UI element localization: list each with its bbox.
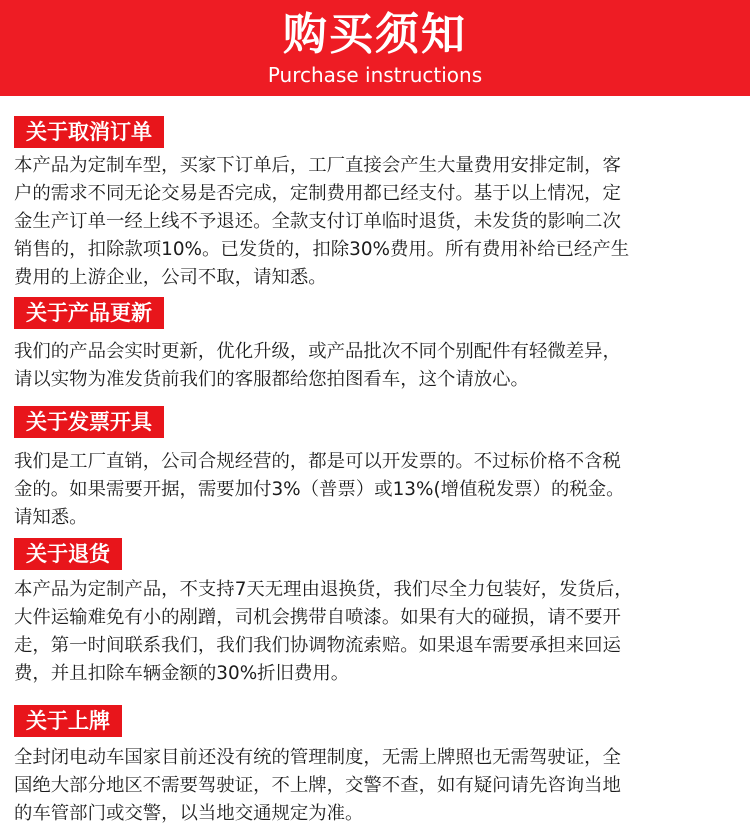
section-body-registration: 全封闭电动车国家目前还没有统的管理制度，无需上牌照也无需驾驶证，全 国绝大部分地区不需要驾驶证，不上牌，交警不查，如有疑问请先咨询当地 的车管部门或交警，以当地交通规定为准。 [14, 747, 621, 824]
page-subtitle: Purchase instructions [267, 63, 483, 87]
section-body-invoice: 我们是工厂直销，公司合规经营的，都是可以开发票的。不过标价格不含税 金的。如果需要开据，需要加付3%（普票）或13%(增值税发票）的税金。 请知悉。 [14, 451, 625, 528]
page-title: 购买须知 [283, 9, 467, 60]
section-heading-invoice: 关于发票开具 [14, 406, 164, 438]
section-heading-product-update: 关于产品更新 [14, 297, 164, 329]
header-banner [0, 0, 750, 96]
section-body-cancel-order: 本产品为定制车型，买家下订单后，工厂直接会产生大量费用安排定制，客 户的需求不同无论交易是否完成，定制费用都已经支付。基于以上情况，定 金生产订单一经上线不予退还。全款支付订单临时退货，未发货的影响二次 销售的，扣除款项10%。已发货的，扣除30%费用。所有费用补给已经产生 费用的上游企业，公司不取，请知悉。 [14, 155, 630, 288]
section-heading-registration: 关于上牌 [14, 705, 122, 737]
section-body-returns: 本产品为定制产品，不支持7天无理由退换货，我们尽全力包装好，发货后， 大件运输难免有小的剐蹭，司机会携带自喷漆。如果有大的碰损，请不要开 走，第一时间联系我们，我们我们协调物流索赔。如果退车需要承担来回运 费，并且扣除车辆金额的30%折旧费用。 [14, 579, 633, 684]
section-heading-cancel-order: 关于取消订单 [14, 116, 164, 148]
section-heading-returns: 关于退货 [14, 538, 122, 570]
section-body-product-update: 我们的产品会实时更新，优化升级，或产品批次不同个别配件有轻微差异， 请以实物为准发货前我们的客服都给您拍图看车，这个请放心。 [14, 341, 621, 390]
